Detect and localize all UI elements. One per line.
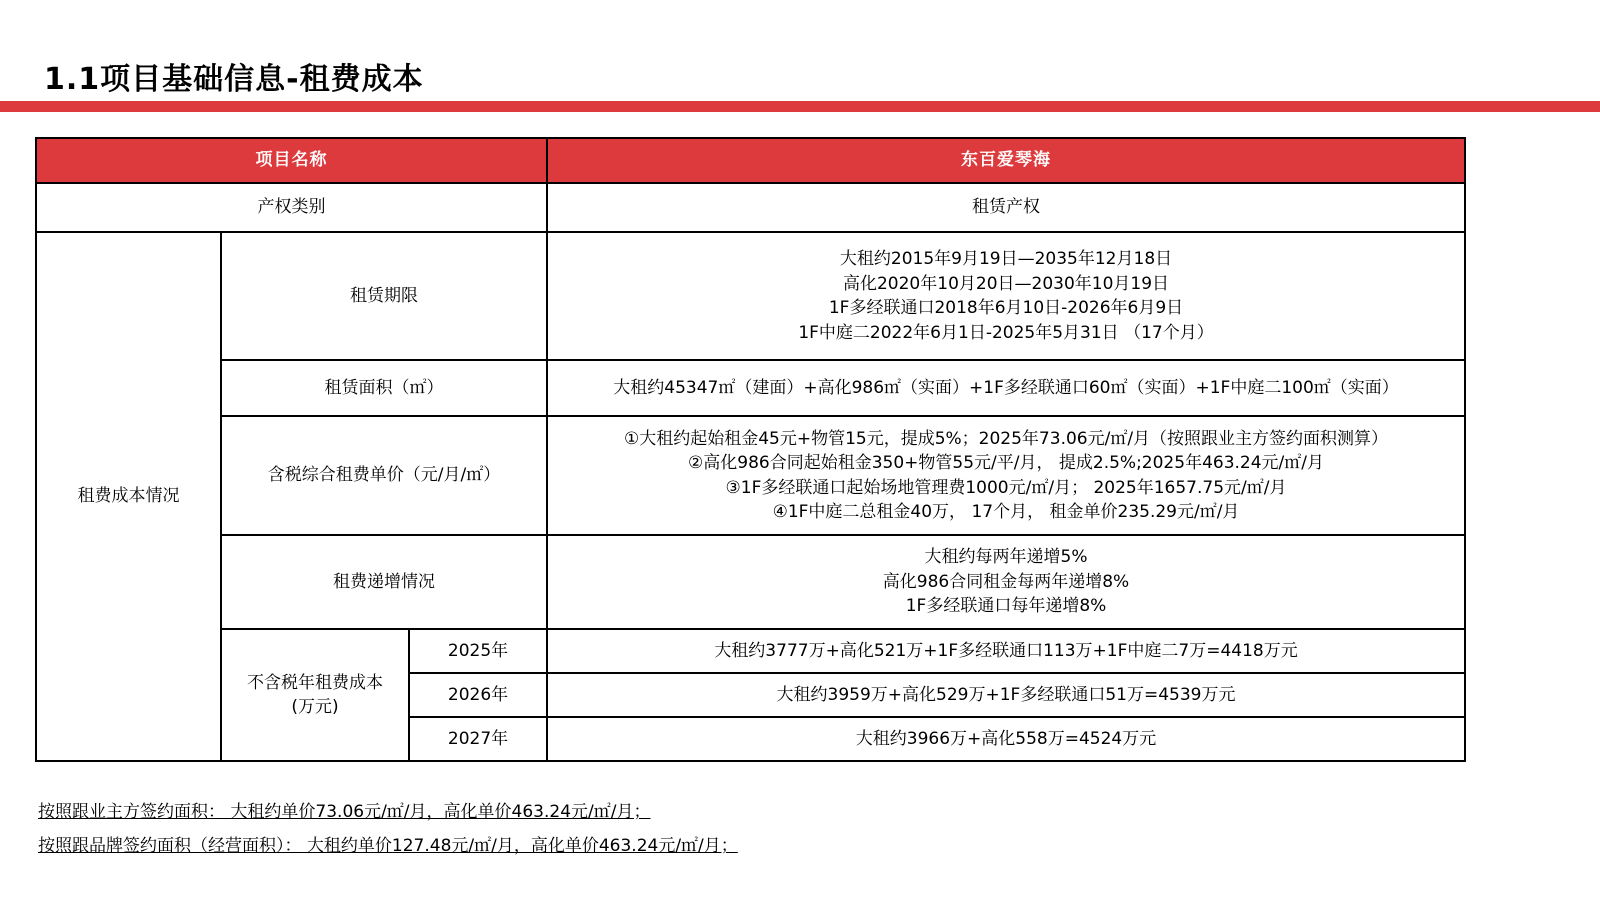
unit-price-value	[547, 416, 1465, 535]
annual-cost-year: 2025年	[409, 629, 547, 673]
annual-cost-year: 2027年	[409, 717, 547, 761]
increase-line: 大租约每两年递增5%	[924, 547, 1088, 568]
lease-term-line: 高化2020年10月20日—2030年10月19日	[842, 273, 1170, 294]
unit-price-label: 含税综合租费单价（元/月/㎡）	[221, 416, 547, 535]
annual-cost-value: 大租约3966万+高化558万=4524万元	[547, 717, 1465, 761]
annual-cost-year: 2026年	[409, 673, 547, 717]
title-accent-bar	[0, 101, 1600, 112]
lease-area-value	[547, 360, 1465, 416]
lease-area-line: 大租约45347㎡（建面）+高化986㎡（实面）+1F多经联通口60㎡（实面）+1F中庭二100㎡（实面）	[613, 377, 1399, 398]
increase-line: 高化986合同租金每两年递增8%	[882, 571, 1130, 592]
rent-cost-table	[35, 137, 1466, 762]
lease-area-row	[36, 360, 1465, 416]
lease-term-line: 大租约2015年9月19日—2035年12月18日	[839, 249, 1173, 269]
annual-cost-value: 大租约3959万+高化529万+1F多经联通口51万=4539万元	[547, 673, 1465, 717]
property-type-row	[36, 183, 1465, 232]
increase-label: 租费递增情况	[221, 535, 547, 629]
unit-price-line: ③1F多经联通口起始场地管理费1000元/㎡/月； 2025年1657.75元/㎡/月	[725, 477, 1287, 498]
increase-row	[36, 535, 1465, 629]
page-title: 1.1项目基础信息-租费成本	[44, 62, 424, 97]
table-header-row	[36, 138, 1465, 183]
lease-term-line: 1F多经联通口2018年6月10日-2026年6月9日	[828, 298, 1184, 318]
property-type-value: 租赁产权	[547, 183, 1465, 232]
footnote-text: 按照跟品牌签约面积（经营面积）： 大租约单价127.48元/㎡/月，高化单价463.24元/㎡/月；	[38, 836, 738, 856]
annual-cost-row	[36, 629, 1465, 673]
annual-cost-value: 大租约3777万+高化521万+1F多经联通口113万+1F中庭二7万=4418万元	[547, 629, 1465, 673]
annual-cost-label	[221, 629, 409, 761]
rent-cost-group-label: 租费成本情况	[36, 232, 221, 761]
footnote	[38, 835, 798, 857]
unit-price-line: ④1F中庭二总租金40万， 17个月， 租金单价235.29元/㎡/月	[772, 502, 1240, 522]
unit-price-row	[36, 416, 1465, 535]
annual-cost-label-line: 不含税年租费成本	[247, 672, 383, 693]
footnote-text: 按照跟业主方签约面积： 大租约单价73.06元/㎡/月，高化单价463.24元/㎡/月；	[38, 802, 651, 822]
lease-term-label: 租赁期限	[221, 232, 547, 360]
lease-term-value	[547, 232, 1465, 360]
increase-value	[547, 535, 1465, 629]
increase-line: 1F多经联通口每年递增8%	[905, 596, 1107, 617]
header-project-name-label: 项目名称	[36, 138, 547, 183]
lease-term-row	[36, 232, 1465, 360]
unit-price-line: ①大租约起始租金45元+物管15元，提成5%；2025年73.06元/㎡/月（按照跟业主方签约面积测算）	[623, 428, 1389, 449]
annual-cost-unit: (万元)	[291, 697, 339, 717]
header-project-name-value: 东百爱琴海	[547, 138, 1465, 183]
property-type-label: 产权类别	[36, 183, 547, 232]
footnote	[38, 801, 710, 823]
lease-area-label: 租赁面积（㎡）	[221, 360, 547, 416]
unit-price-line: ②高化986合同起始租金350+物管55元/平/月， 提成2.5%;2025年463.24元/㎡/月	[688, 453, 1325, 473]
lease-term-line: 1F中庭二2022年6月1日-2025年5月31日 （17个月）	[798, 322, 1214, 343]
